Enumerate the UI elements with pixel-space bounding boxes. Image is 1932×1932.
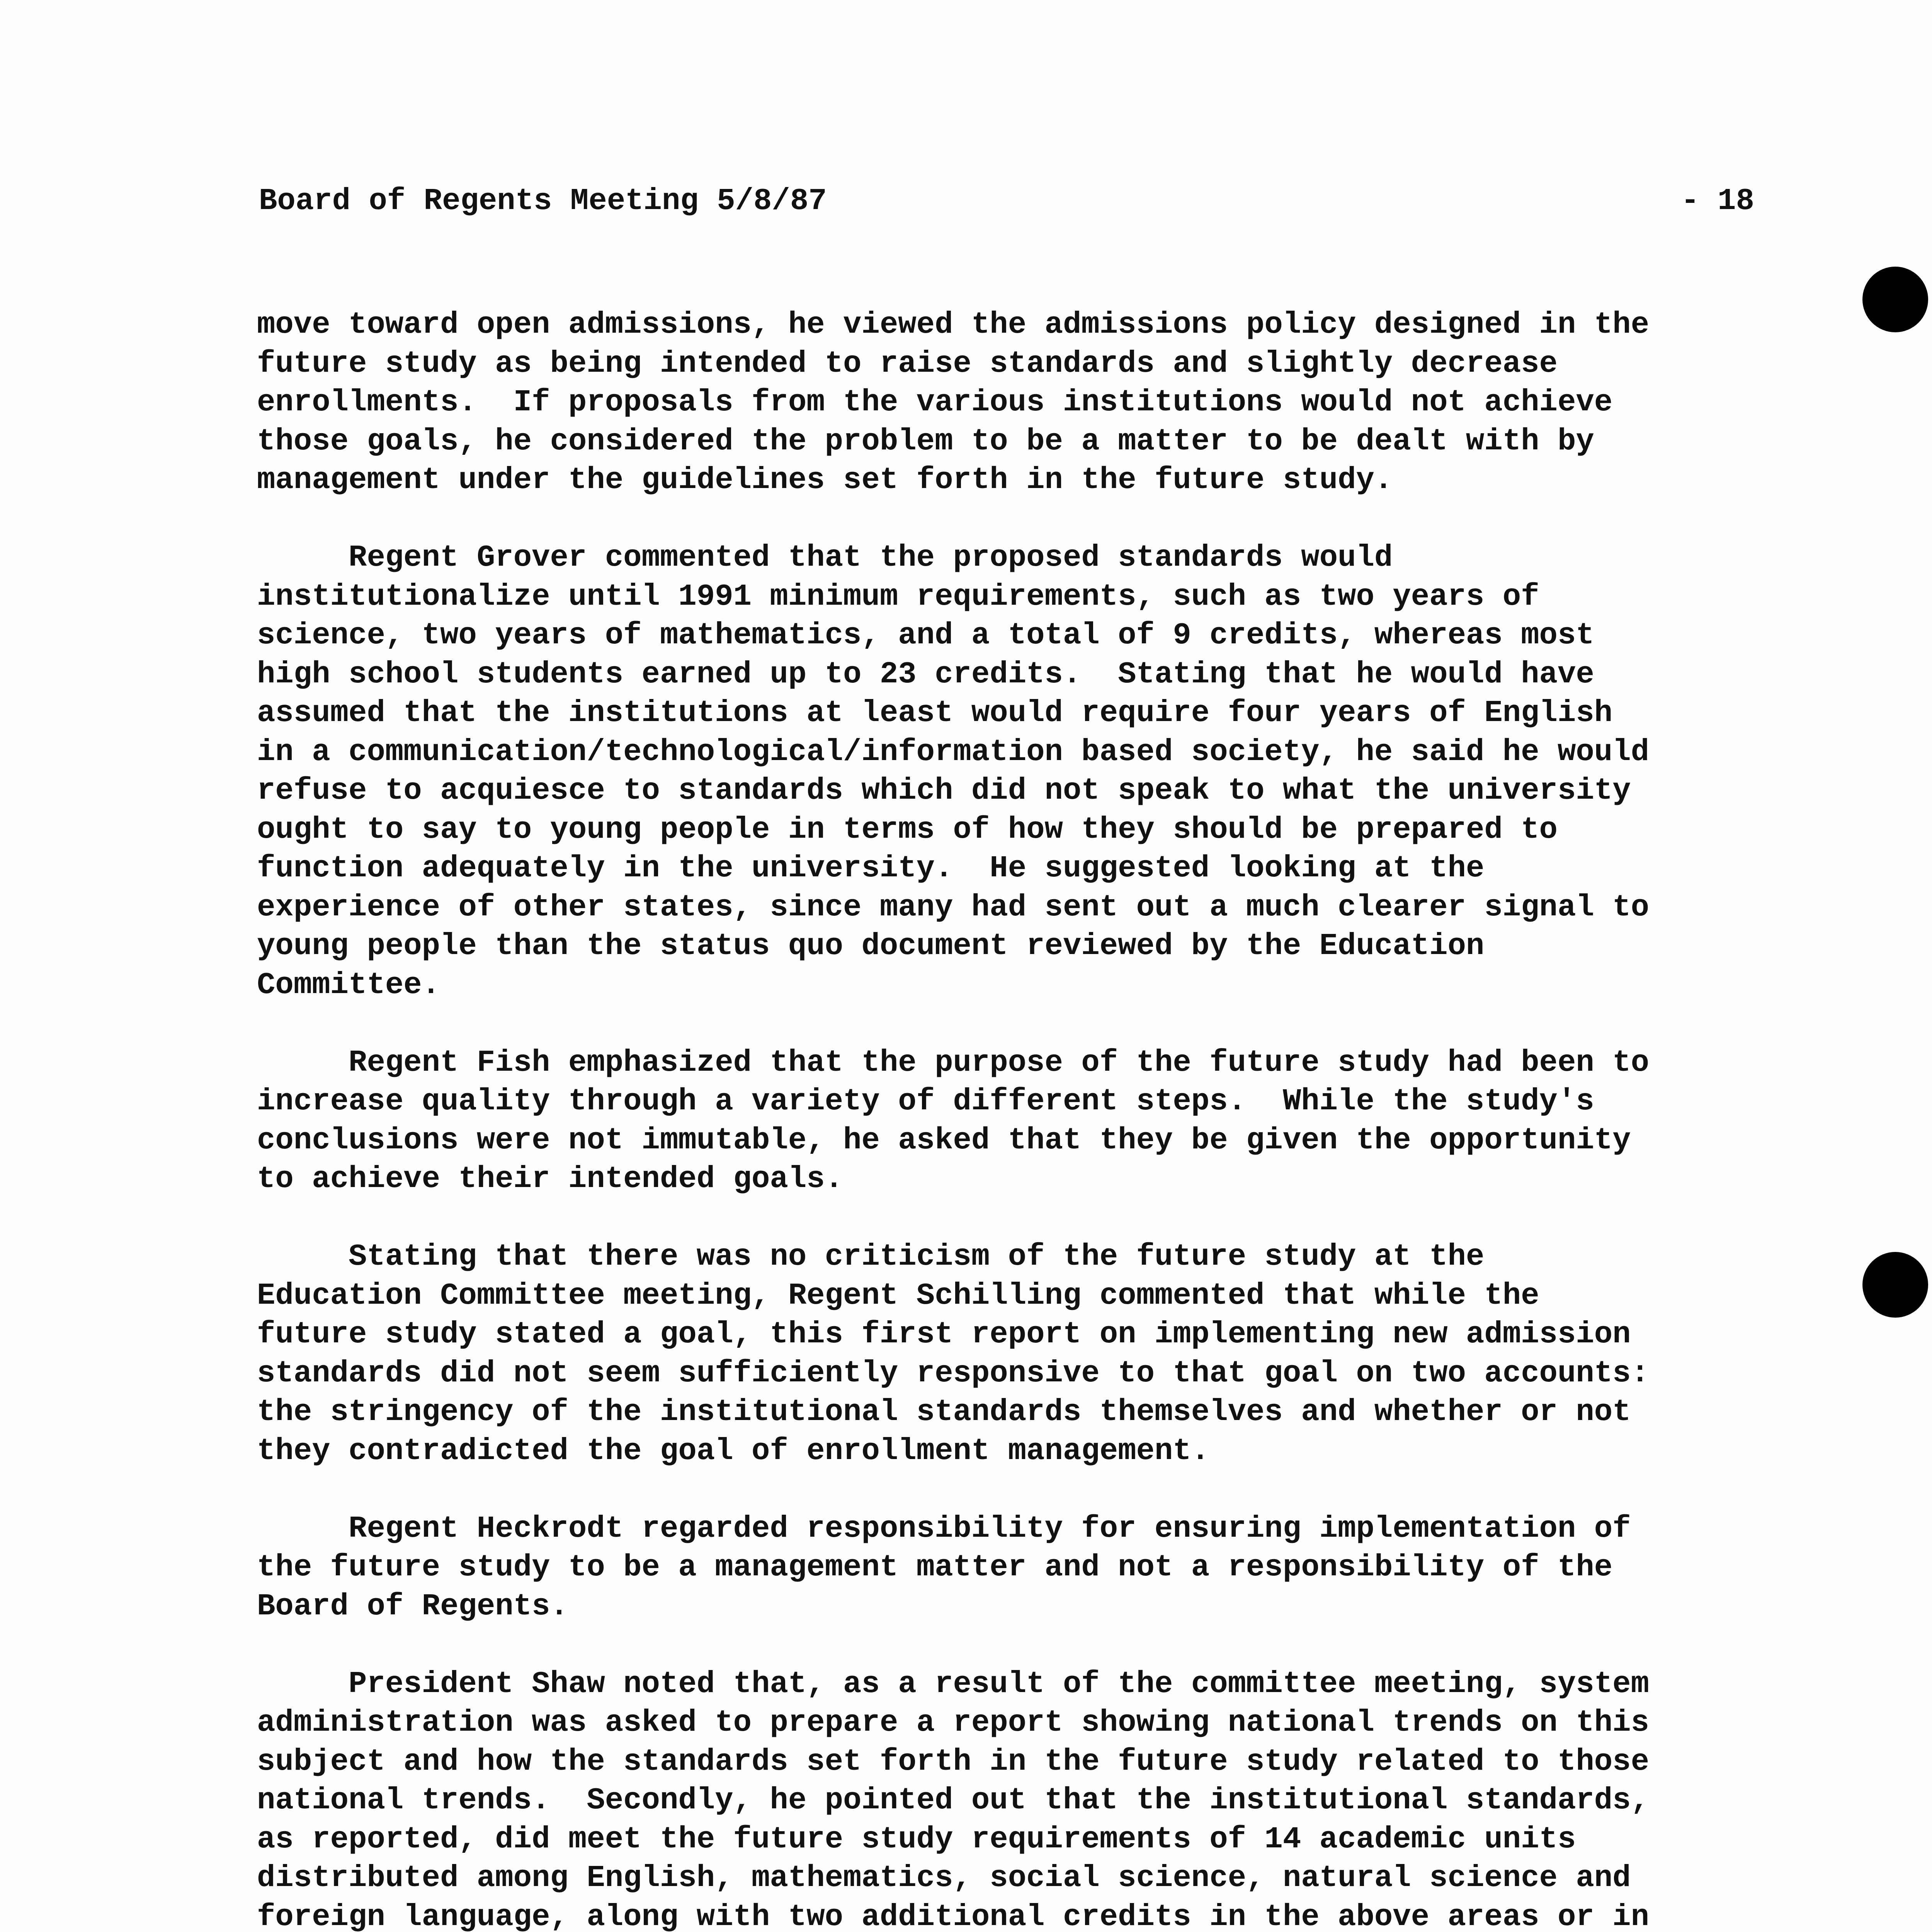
- header-title: Board of Regents Meeting 5/8/87: [259, 184, 827, 218]
- text-line: conclusions were not immutable, he asked that they be given the opportunity: [257, 1122, 1631, 1158]
- text-line: ought to say to young people in terms of how they should be prepared to: [257, 812, 1558, 847]
- document-body: [257, 305, 1756, 1932]
- text-line: foreign language, along with two additional credits in the above areas or in: [257, 1899, 1649, 1932]
- text-line: management under the guidelines set forth in the future study.: [257, 463, 1393, 497]
- text-line: in a communication/technological/information based society, he said he would: [257, 734, 1649, 769]
- text-line: young people than the status quo document reviewed by the Education: [257, 929, 1485, 963]
- paragraph-fish: [257, 1043, 1756, 1199]
- paragraph-grover: [257, 538, 1756, 1004]
- text-line: the future study to be a management matter and not a responsibility of the: [257, 1550, 1613, 1585]
- text-line: as reported, did meet the future study requirements of 14 academic units: [257, 1821, 1576, 1857]
- text-line: to achieve their intended goals.: [257, 1162, 844, 1196]
- text-line: move toward open admissions, he viewed the admissions policy designed in the: [257, 307, 1649, 342]
- paragraph-heckrodt: [257, 1509, 1756, 1626]
- text-line: standards did not seem sufficiently responsive to that goal on two accounts:: [257, 1355, 1649, 1391]
- paragraph-continuation: [257, 305, 1756, 500]
- text-line: those goals, he considered the problem to be a matter to be dealt with by: [257, 423, 1594, 459]
- paragraph-shaw: [257, 1665, 1756, 1932]
- text-line: distributed among English, mathematics, social science, natural science and: [257, 1861, 1631, 1895]
- text-line: high school students earned up to 23 credits. Stating that he would have: [257, 656, 1594, 692]
- text-line: future study stated a goal, this first report on implementing new admission: [257, 1317, 1631, 1352]
- text-line: institutionalize until 1991 minimum requirements, such as two years of: [257, 579, 1539, 614]
- paragraph-schilling: [257, 1237, 1756, 1470]
- text-line: President Shaw noted that, as a result of the committee meeting, system: [257, 1666, 1649, 1701]
- text-line: national trends. Secondly, he pointed out that the institutional standards,: [257, 1783, 1649, 1818]
- text-line: Committee.: [257, 967, 440, 1002]
- text-line: administration was asked to prepare a report showing national trends on this: [257, 1705, 1649, 1740]
- text-line: experience of other states, since many had sent out a much clearer signal to: [257, 889, 1649, 925]
- punch-hole-middle: [1862, 1252, 1928, 1318]
- text-line: Regent Heckrodt regarded responsibility for ensuring implementation of: [257, 1511, 1631, 1546]
- text-line: future study as being intended to raise standards and slightly decrease: [257, 346, 1558, 381]
- text-line: Education Committee meeting, Regent Schilling commented that while the: [257, 1278, 1539, 1313]
- text-line: increase quality through a variety of different steps. While the study's: [257, 1084, 1594, 1119]
- text-line: Board of Regents.: [257, 1588, 568, 1624]
- text-line: the stringency of the institutional standards themselves and whether or not: [257, 1395, 1631, 1429]
- page-header: [259, 182, 1754, 228]
- punch-hole-top: [1862, 267, 1928, 332]
- text-line: science, two years of mathematics, and a total of 9 credits, whereas most: [257, 618, 1594, 653]
- text-line: they contradicted the goal of enrollment management.: [257, 1433, 1210, 1468]
- text-line: assumed that the institutions at least would require four years of English: [257, 696, 1613, 730]
- text-line: subject and how the standards set forth in the future study related to those: [257, 1744, 1649, 1779]
- text-line: enrollments. If proposals from the various institutions would not achieve: [257, 385, 1613, 420]
- text-line: Regent Fish emphasized that the purpose of the future study had been to: [257, 1045, 1649, 1080]
- text-line: Stating that there was no criticism of the future study at the: [257, 1239, 1485, 1274]
- text-line: function adequately in the university. He suggested looking at the: [257, 851, 1485, 886]
- page-number: - 18: [1681, 184, 1754, 218]
- text-line: refuse to acquiesce to standards which did not speak to what the university: [257, 773, 1631, 808]
- text-line: Regent Grover commented that the proposed standards would: [257, 540, 1393, 575]
